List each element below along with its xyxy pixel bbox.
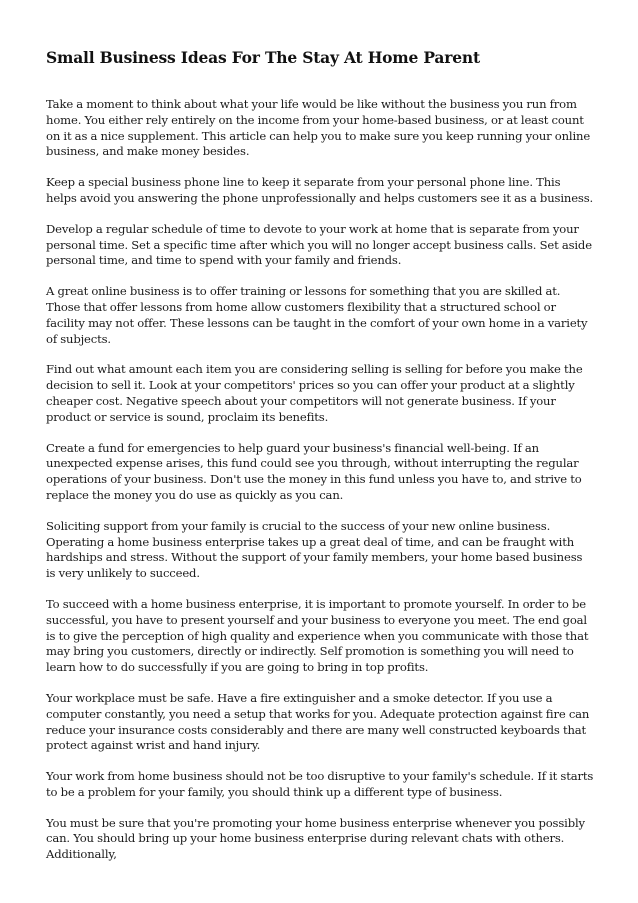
- paragraph: Your work from home business should not be too disruptive to your family's schedule. If it starts to be a problem for your family, you should think up a different type of business.: [46, 769, 594, 799]
- paragraph: You must be sure that you're promoting your home business enterprise whenever you possibly can. You should bring up your home business enterprise during relevant chats with others. Additionally,: [46, 815, 585, 862]
- paragraph: Soliciting support from your family is crucial to the success of your new online business. Operating a home business enterprise takes up a great deal of time, and can be fraught with hardships and stress. Without the support of your family members, your home based business is very unlikely to succeed.: [46, 518, 583, 581]
- paragraph: Find out what amount each item you are considering selling is selling for before you make the decision to sell it. Look at your competitors' prices so you can offer your product at a slightly cheaper cost. Negative speech about your competitors will not generate business. If your product or service is sound, proclaim its benefits.: [46, 362, 583, 424]
- paragraph: Keep a special business phone line to keep it separate from your personal phone line. This helps avoid you answering the phone unprofessionally and helps customers see it as a business.: [46, 175, 594, 205]
- paragraph: Develop a regular schedule of time to devote to your work at home that is separate from your personal time. Set a specific time after which you will no longer accept business calls. Set aside personal time, and time to spend with your family and friends.: [46, 221, 592, 268]
- document-page: [46, 48, 594, 878]
- paragraph: To succeed with a home business enterprise, it is important to promote yourself. In order to be successful, you have to present yourself and your business to everyone you meet. The end goal is to give the perception of high quality and experience when you communicate with those that may bring you customers, directly or indirectly. Self promotion is something you will need to learn how to do successfully if you are going to bring in top profits.: [46, 596, 589, 675]
- paragraph: Create a fund for emergencies to help guard your business's financial well-being. If an unexpected expense arises, this fund could see you through, without interrupting the regular operations of your business. Don't use the money in this fund unless you have to, and strive to replace the money you do use as quickly as you can.: [46, 440, 582, 502]
- paragraph: Your workplace must be safe. Have a fire extinguisher and a smoke detector. If you use a computer constantly, you need a setup that works for you. Adequate protection against fire can reduce your insurance costs considerably and there are many well constructed keyboards that protect against wrist and hand injury.: [46, 690, 590, 753]
- paragraph: A great online business is to offer training or lessons for something that you are skilled at. Those that offer lessons from home allow customers flexibility that a structured school or facility may not offer. These lessons can be taught in the comfort of your own home in a variety of subjects.: [46, 284, 588, 346]
- document-title: Small Business Ideas For The Stay At Home Parent: [46, 48, 480, 67]
- paragraph: Take a moment to think about what your life would be like without the business you run from home. You either rely entirely on the income from your home-based business, or at least count on it as a nice supplement. This article can help you to make sure you keep running your online business, and make money besides.: [46, 97, 591, 159]
